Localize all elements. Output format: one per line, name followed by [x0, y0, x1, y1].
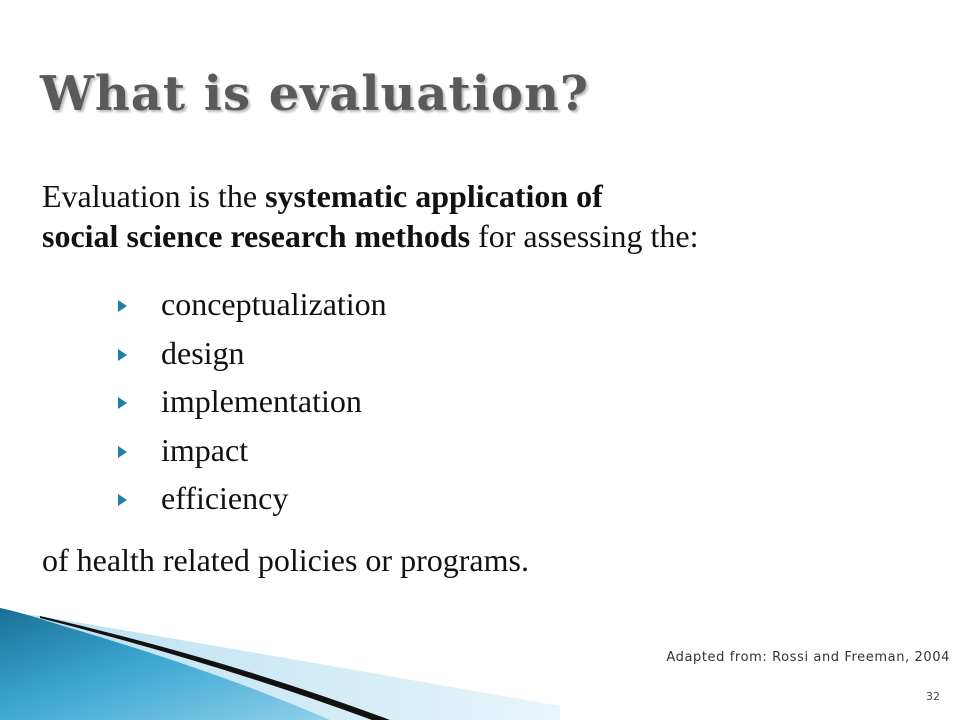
source-citation: Adapted from: Rossi and Freeman, 2004 [666, 650, 950, 665]
intro-bold-1: systematic application of [265, 178, 603, 214]
outro-text: of health related policies or programs. [42, 542, 529, 578]
triangle-right-icon [118, 397, 127, 409]
intro-tail: for assessing the: [470, 218, 699, 254]
bullet-label: conceptualization [161, 286, 387, 323]
bullet-item [118, 329, 387, 378]
bullet-label: impact [161, 431, 249, 468]
triangle-right-icon [118, 300, 127, 312]
intro-bold-2: social science research methods [42, 218, 471, 254]
intro-line-1 [42, 176, 942, 216]
bullet-list [118, 280, 387, 523]
bullet-item [118, 280, 387, 329]
swoosh-blue [0, 608, 330, 720]
triangle-right-icon [118, 446, 127, 458]
intro-line-2 [42, 216, 942, 256]
page-number: 32 [926, 690, 940, 703]
intro-lead: Evaluation is the [42, 178, 266, 214]
bullet-label: implementation [161, 383, 362, 420]
bullet-item [118, 474, 387, 523]
slide-title: What is evaluation? [40, 66, 589, 122]
intro-paragraph [42, 176, 942, 256]
swoosh-pale [0, 612, 560, 720]
bullet-label: design [161, 334, 245, 371]
triangle-right-icon [118, 494, 127, 506]
swoosh-dark-line [40, 616, 390, 720]
bullet-label: efficiency [161, 480, 289, 517]
bullet-item [118, 377, 387, 426]
bullet-item [118, 426, 387, 475]
triangle-right-icon [118, 349, 127, 361]
